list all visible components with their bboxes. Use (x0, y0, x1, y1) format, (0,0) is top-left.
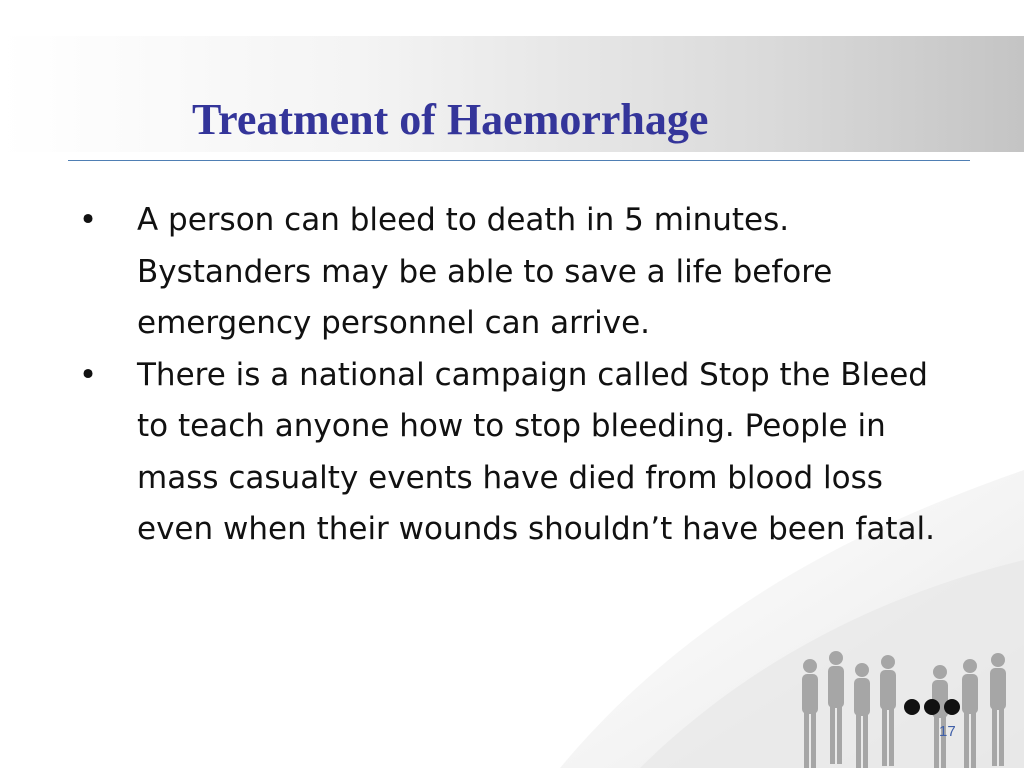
bullet-symbol: • (78, 202, 98, 238)
bullet-text: There is a national campaign called Stop the Bleed to teach anyone how to stop bleeding. People in mass casualty events have died from blood loss even when their wounds shouldn’t have been fatal. (137, 356, 935, 547)
three-dots-icon (902, 694, 962, 720)
bullet-item (76, 195, 956, 350)
bullet-item (76, 350, 956, 556)
page-number: 17 (939, 723, 956, 740)
title-divider (68, 160, 970, 161)
bullet-text: A person can bleed to death in 5 minutes. Bystanders may be able to save a life before emergency personnel can arrive. (137, 202, 833, 341)
slide-title: Treatment of Haemorrhage (192, 95, 709, 144)
bullet-symbol: • (78, 356, 98, 393)
bullet-list (76, 195, 956, 556)
